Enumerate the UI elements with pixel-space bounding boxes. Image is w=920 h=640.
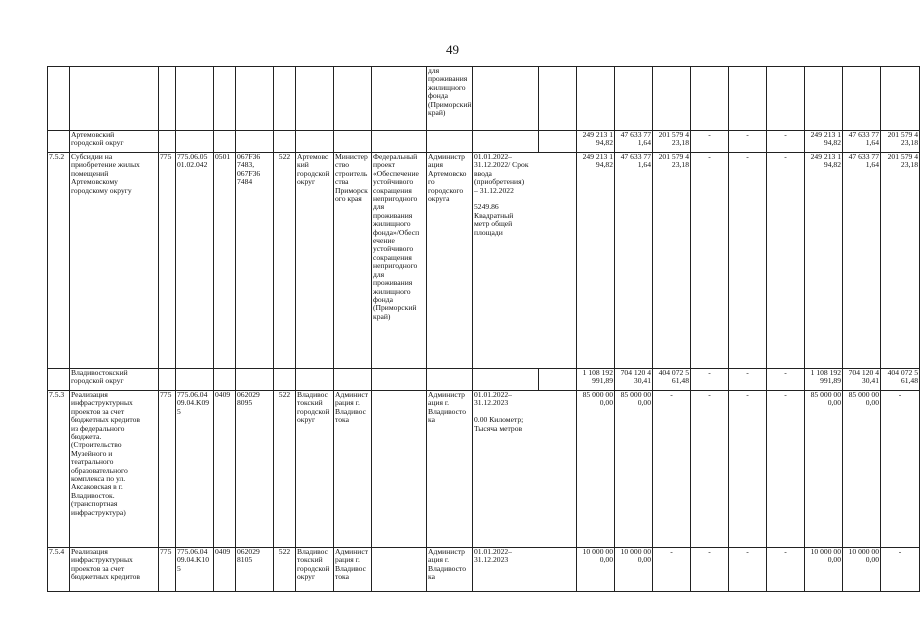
- cell-amount: 47 633 77 1,64: [843, 131, 881, 153]
- cell-grbs: 775: [159, 548, 176, 592]
- cell-term: [473, 369, 539, 391]
- cell-executor: Админист рация г. Владивос тока: [334, 391, 372, 548]
- table-row-artem-total: [48, 131, 920, 153]
- cell-target: 067F36 7483, 067F36 7484: [236, 153, 274, 369]
- cell-grbs: [159, 131, 176, 153]
- cell-grbs: [159, 67, 176, 131]
- cell-number: [48, 67, 70, 131]
- cell-amount: 704 120 4 30,41: [843, 369, 881, 391]
- cell-target: 062029 8095: [236, 391, 274, 548]
- cell-amount: 249 213 1 94,82: [805, 131, 843, 153]
- cell-amount: 201 579 4 23,18: [653, 131, 691, 153]
- cell-code: [176, 131, 214, 153]
- cell-amount: [729, 67, 767, 131]
- cell-amount: 10 000 00 0,00: [805, 548, 843, 592]
- cell-municipality: Артемовс кий городской округ: [296, 153, 334, 369]
- cell-name: Реализация инфраструктурных проектов за счет бюджетных кредитов из федерального бюджета. (Строительство Музейного и театрального образовательного комплекса по ул. Аксаковская в г. Владивосток. (транспортная инфраструктура): [70, 391, 159, 548]
- cell-amount: -: [653, 391, 691, 548]
- cell-term: 01.01.2022– 31.12.2023: [473, 548, 577, 592]
- cell-municipality: Владивос токский городской округ: [296, 391, 334, 548]
- cell-amount: -: [691, 548, 729, 592]
- cell-grbs: [159, 369, 176, 391]
- cell-section: 0409: [214, 391, 236, 548]
- cell-amount: 10 000 00 0,00: [577, 548, 615, 592]
- cell-executor: [334, 131, 372, 153]
- cell-vr: [274, 131, 296, 153]
- cell-amount: 404 072 5 61,48: [653, 369, 691, 391]
- table-row-vlad-total: [48, 369, 920, 391]
- cell-code: 775.06.04 09.04.K09 5: [176, 391, 214, 548]
- cell-amount: 1 108 192 991,89: [577, 369, 615, 391]
- cell-number: 7.5.3: [48, 391, 70, 548]
- cell-amount: 47 633 77 1,64: [615, 153, 653, 369]
- cell-amount: -: [881, 548, 920, 592]
- cell-amount: -: [729, 369, 767, 391]
- cell-recipient: Администр ация Артемовско го городского округа: [427, 153, 473, 369]
- cell-amount: -: [729, 548, 767, 592]
- cell-section: [214, 369, 236, 391]
- cell-amount: 249 213 1 94,82: [577, 153, 615, 369]
- table-row-7-5-4: [48, 548, 920, 592]
- cell-recipient: Администр ация г. Владивосто ка: [427, 391, 473, 548]
- cell-amount: 201 579 4 23,18: [881, 153, 920, 369]
- cell-number: [48, 369, 70, 391]
- cell-amount: [577, 67, 615, 131]
- cell-amount: [653, 67, 691, 131]
- cell-code: [176, 369, 214, 391]
- cell-section: 0501: [214, 153, 236, 369]
- cell-code: [176, 67, 214, 131]
- cell-number: 7.5.4: [48, 548, 70, 592]
- cell-project: [372, 131, 427, 153]
- cell-executor: [334, 67, 372, 131]
- cell-amount: 249 213 1 94,82: [805, 153, 843, 369]
- cell-amount: -: [729, 153, 767, 369]
- cell-name: Реализация инфраструктурных проектов за счет бюджетных кредитов: [70, 548, 159, 592]
- cell-section: [214, 67, 236, 131]
- cell-amount: 85 000 00 0,00: [805, 391, 843, 548]
- table-row-7-5-2: [48, 153, 920, 369]
- cell-amount: 201 579 4 23,18: [653, 153, 691, 369]
- cell-amount: 85 000 00 0,00: [843, 391, 881, 548]
- cell-term: [539, 67, 577, 131]
- cell-vr: 522: [274, 548, 296, 592]
- cell-section: 0409: [214, 548, 236, 592]
- cell-amount: -: [767, 153, 805, 369]
- cell-amount: [805, 67, 843, 131]
- cell-amount: -: [691, 131, 729, 153]
- cell-amount: 249 213 1 94,82: [577, 131, 615, 153]
- cell-section: [214, 131, 236, 153]
- cell-name: Владивостокский городской округ: [70, 369, 159, 391]
- cell-amount: 85 000 00 0,00: [577, 391, 615, 548]
- cell-project: [372, 391, 427, 548]
- cell-name: Артемовский городской округ: [70, 131, 159, 153]
- cell-amount: -: [767, 548, 805, 592]
- cell-amount: 85 000 00 0,00: [615, 391, 653, 548]
- cell-number: 7.5.2: [48, 153, 70, 369]
- cell-code: 775.06.04 09.04.K10 5: [176, 548, 214, 592]
- cell-amount: -: [691, 153, 729, 369]
- cell-recipient: Администр ация г. Владивосто ка: [427, 548, 473, 592]
- cell-vr: [274, 67, 296, 131]
- cell-amount: -: [729, 391, 767, 548]
- cell-amount: [881, 67, 920, 131]
- cell-project: [372, 67, 427, 131]
- cell-amount: -: [881, 391, 920, 548]
- cell-term: [473, 131, 539, 153]
- cell-municipality: [296, 131, 334, 153]
- cell-project: [372, 548, 427, 592]
- cell-amount: 10 000 00 0,00: [615, 548, 653, 592]
- cell-amount: -: [767, 391, 805, 548]
- cell-project: для проживания жилищного фонда (Приморский край): [427, 67, 473, 131]
- cell-amount: 10 000 00 0,00: [843, 548, 881, 592]
- program-table: [47, 66, 920, 592]
- cell-project: [372, 369, 427, 391]
- cell-target: [236, 131, 274, 153]
- cell-number: [48, 131, 70, 153]
- cell-amount: -: [767, 131, 805, 153]
- cell-amount: 47 633 77 1,64: [615, 131, 653, 153]
- cell-project: Федеральный проект «Обеспечение устойчивого сокращения непригодного для проживания жилищного фонда»/Обесп ечение устойчивого сокращения непригодного для проживания жилищного фонда (Приморский край): [372, 153, 427, 369]
- cell-amount: [767, 67, 805, 131]
- cell-code: 775.06.05 01.02.042: [176, 153, 214, 369]
- cell-amount: -: [767, 369, 805, 391]
- cell-vr: [274, 369, 296, 391]
- cell-name: [70, 67, 159, 131]
- cell-recipient: [427, 131, 473, 153]
- cell-amount: -: [691, 369, 729, 391]
- cell-amount: [843, 67, 881, 131]
- cell-vr: 522: [274, 153, 296, 369]
- cell-amount: 404 072 5 61,48: [881, 369, 920, 391]
- cell-term: 01.01.2022– 31.12.2022/ Срок ввода (приобретения) – 31.12.2022 5249.86 Квадратный метр общей площади: [473, 153, 577, 369]
- table-row-7-5-3: [48, 391, 920, 548]
- cell-amount: 1 108 192 991,89: [805, 369, 843, 391]
- cell-executor: Админист рация г. Владивос тока: [334, 548, 372, 592]
- cell-term: 01.01.2022– 31.12.2023 0.00 Километр; Тысяча метров: [473, 391, 577, 548]
- cell-amount: -: [729, 131, 767, 153]
- cell-vr: 522: [274, 391, 296, 548]
- cell-grbs: 775: [159, 391, 176, 548]
- cell-amount: [691, 67, 729, 131]
- cell-amount: 201 579 4 23,18: [881, 131, 920, 153]
- cell-executor: Министер ство строитель ства Приморск ого края: [334, 153, 372, 369]
- cell-target: 062029 8105: [236, 548, 274, 592]
- table-row-continuation: [48, 67, 920, 131]
- page-number: 49: [446, 42, 459, 57]
- cell-grbs: 775: [159, 153, 176, 369]
- cell-blank: [539, 131, 577, 153]
- cell-municipality: Владивос токский городской округ: [296, 548, 334, 592]
- cell-amount: [615, 67, 653, 131]
- cell-recipient: [427, 369, 473, 391]
- cell-blank: [539, 369, 577, 391]
- cell-amount: -: [653, 548, 691, 592]
- cell-recipient: [473, 67, 539, 131]
- cell-target: [236, 369, 274, 391]
- cell-executor: [334, 369, 372, 391]
- cell-amount: -: [691, 391, 729, 548]
- cell-amount: 704 120 4 30,41: [615, 369, 653, 391]
- cell-amount: 47 633 77 1,64: [843, 153, 881, 369]
- cell-municipality: [296, 369, 334, 391]
- cell-municipality: [296, 67, 334, 131]
- cell-name: Субсидии на приобретение жилых помещений Артемовскому городскому округу: [70, 153, 159, 369]
- cell-target: [236, 67, 274, 131]
